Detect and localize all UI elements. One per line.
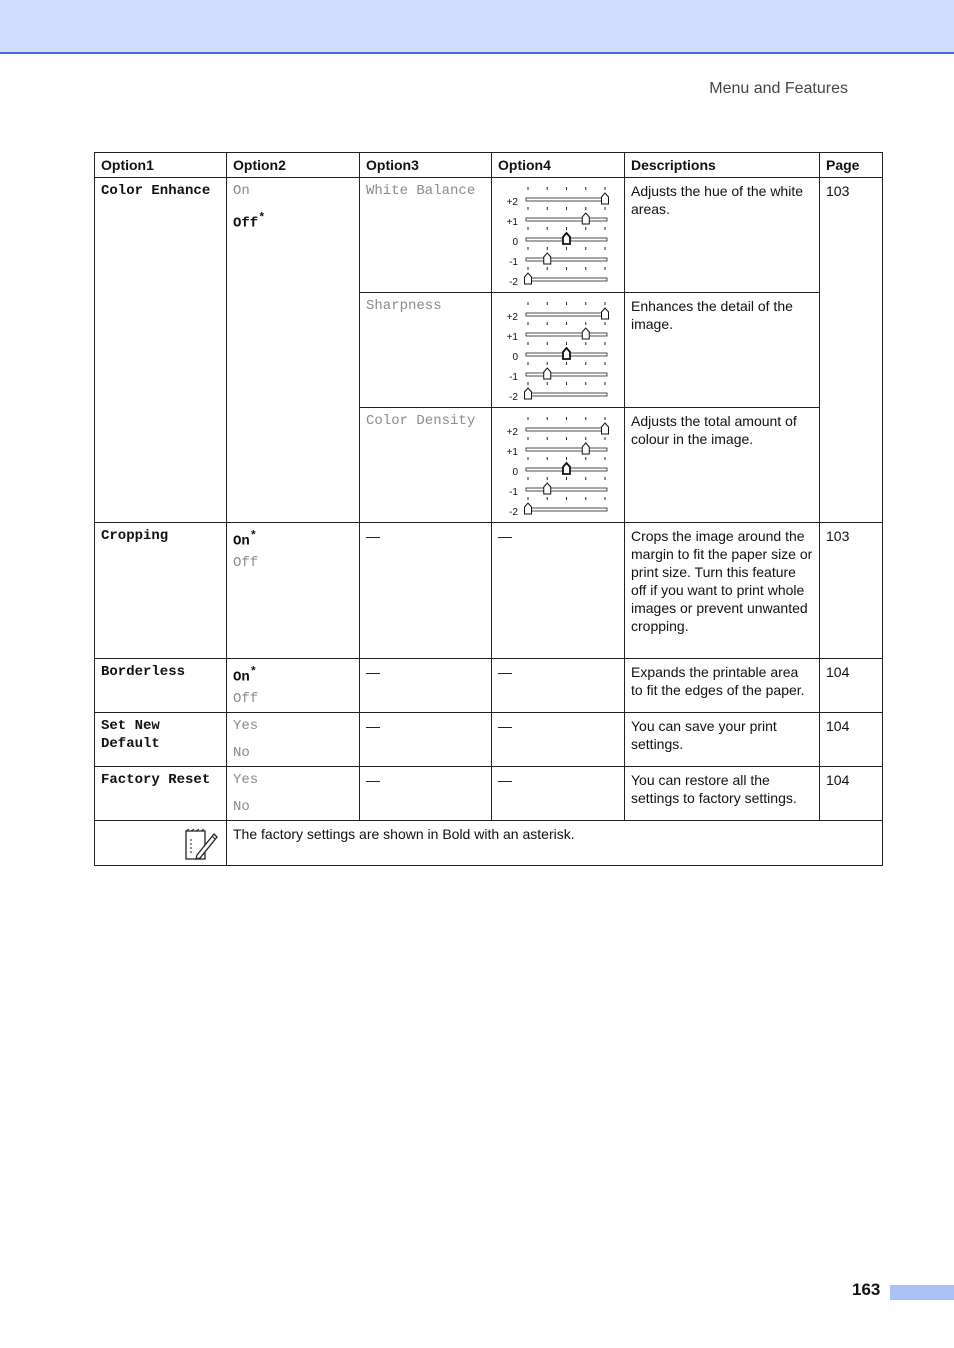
- level-label: +1: [506, 332, 518, 343]
- column-header: Option3: [360, 153, 492, 178]
- option3-cell: —: [360, 767, 492, 821]
- option-value-default: On*: [233, 529, 257, 550]
- option3-cell: —: [360, 713, 492, 767]
- option2-cell: [227, 713, 360, 767]
- level-label: -1: [509, 487, 518, 498]
- table-row: [95, 659, 883, 713]
- level-label: +2: [506, 427, 518, 438]
- option-value-default: Off*: [233, 211, 266, 232]
- menu-features-table: [94, 152, 883, 866]
- slider-track: [526, 278, 607, 281]
- option-value: Off: [233, 691, 259, 707]
- option2-cell: [227, 178, 360, 523]
- level-label: -1: [509, 372, 518, 383]
- slider-knob: [544, 253, 551, 264]
- level-slider-diagram: [492, 178, 624, 292]
- level-slider-cell: [492, 408, 625, 523]
- option2-cell: [227, 767, 360, 821]
- slider-knob: [525, 388, 532, 399]
- level-label: -2: [509, 277, 518, 288]
- option3-cell: —: [360, 659, 492, 713]
- description-cell: Crops the image around the margin to fit the paper size or print size. Turn this feature off if you want to print whole images or prevent unwanted cropping.: [625, 523, 820, 659]
- option1-cell: Factory Reset: [95, 767, 227, 821]
- level-label: +2: [506, 197, 518, 208]
- level-label: -2: [509, 392, 518, 403]
- level-label: 0: [512, 467, 518, 478]
- option1-cell: Color Enhance: [95, 178, 227, 523]
- level-label: 0: [512, 237, 518, 248]
- slider-knob: [602, 308, 609, 319]
- option3-cell: Sharpness: [360, 293, 492, 408]
- slider-track: [526, 448, 607, 451]
- slider-knob: [582, 328, 589, 339]
- page-header-title: Menu and Features: [709, 80, 848, 97]
- option4-cell: —: [492, 659, 625, 713]
- page-number: 163: [852, 1280, 881, 1299]
- slider-track: [526, 313, 607, 316]
- slider-track: [526, 198, 607, 201]
- option-value-default: On*: [233, 665, 257, 686]
- option-value: Off: [233, 555, 259, 571]
- level-slider-diagram: [492, 408, 624, 522]
- slider-knob: [563, 463, 570, 474]
- option-value: No: [233, 799, 250, 815]
- description-cell: You can restore all the settings to factory settings.: [625, 767, 820, 821]
- page-cell: 104: [820, 713, 883, 767]
- option-value: On: [233, 183, 250, 199]
- note-pencil-icon: [183, 828, 219, 862]
- option4-cell: —: [492, 713, 625, 767]
- slider-track: [526, 373, 607, 376]
- table-row: [95, 523, 883, 659]
- option3-cell: —: [360, 523, 492, 659]
- slider-track: [526, 218, 607, 221]
- level-slider-diagram: [492, 293, 624, 407]
- option2-cell: [227, 659, 360, 713]
- page-cell: 103: [820, 178, 883, 523]
- option4-cell: —: [492, 523, 625, 659]
- slider-knob: [602, 423, 609, 434]
- slider-track: [526, 258, 607, 261]
- level-slider-cell: [492, 293, 625, 408]
- default-asterisk: *: [249, 529, 257, 543]
- slider-knob: [544, 483, 551, 494]
- page-cell: 103: [820, 523, 883, 659]
- level-slider-cell: [492, 178, 625, 293]
- level-label: -1: [509, 257, 518, 268]
- slider-track: [526, 393, 607, 396]
- option3-cell: Color Density: [360, 408, 492, 523]
- level-label: +2: [506, 312, 518, 323]
- description-cell: You can save your print settings.: [625, 713, 820, 767]
- slider-knob: [525, 273, 532, 284]
- page-tab-marker: [890, 1285, 954, 1300]
- column-header: Descriptions: [625, 153, 820, 178]
- column-header: Option4: [492, 153, 625, 178]
- description-cell: Adjusts the total amount of colour in the image.: [625, 408, 820, 523]
- column-header: Option2: [227, 153, 360, 178]
- default-asterisk: *: [258, 211, 266, 225]
- table-row: [95, 767, 883, 821]
- slider-knob: [525, 503, 532, 514]
- level-label: +1: [506, 217, 518, 228]
- slider-knob: [563, 233, 570, 244]
- slider-knob: [602, 193, 609, 204]
- option-value: Yes: [233, 718, 259, 734]
- option4-cell: —: [492, 767, 625, 821]
- option1-cell: Cropping: [95, 523, 227, 659]
- description-cell: Adjusts the hue of the white areas.: [625, 178, 820, 293]
- slider-knob: [544, 368, 551, 379]
- table-row: [95, 713, 883, 767]
- slider-track: [526, 488, 607, 491]
- slider-knob: [582, 213, 589, 224]
- page-cell: 104: [820, 659, 883, 713]
- header-band: [0, 0, 954, 54]
- description-cell: Enhances the detail of the image.: [625, 293, 820, 408]
- slider-knob: [563, 348, 570, 359]
- note-text: The factory settings are shown in Bold with an asterisk.: [227, 821, 883, 866]
- column-header: Option1: [95, 153, 227, 178]
- option1-cell: Set New Default: [95, 713, 227, 767]
- option1-cell: Borderless: [95, 659, 227, 713]
- column-header: Page: [820, 153, 883, 178]
- table-header-row: [95, 153, 883, 178]
- level-label: +1: [506, 447, 518, 458]
- level-label: 0: [512, 352, 518, 363]
- option2-cell: [227, 523, 360, 659]
- description-cell: Expands the printable area to fit the edges of the paper.: [625, 659, 820, 713]
- option-value: Yes: [233, 772, 259, 788]
- page-cell: 104: [820, 767, 883, 821]
- slider-knob: [582, 443, 589, 454]
- level-label: -2: [509, 507, 518, 518]
- table-row: [95, 178, 883, 293]
- option-value: No: [233, 745, 250, 761]
- slider-track: [526, 508, 607, 511]
- slider-track: [526, 428, 607, 431]
- slider-track: [526, 333, 607, 336]
- option3-cell: White Balance: [360, 178, 492, 293]
- default-asterisk: *: [249, 665, 257, 679]
